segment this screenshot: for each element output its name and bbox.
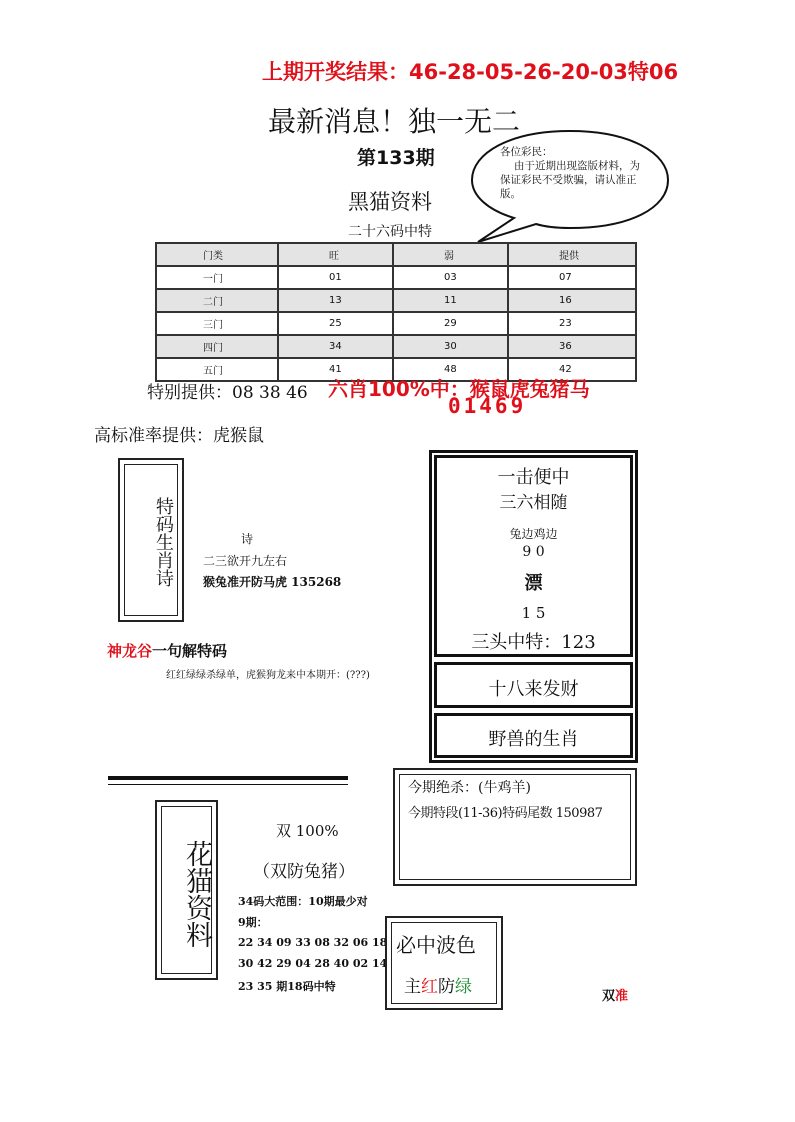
bubble-greeting: 各位彩民： xyxy=(500,146,553,158)
right-line: 漂 xyxy=(524,573,543,594)
bubble-text xyxy=(500,145,645,201)
door-table xyxy=(155,242,637,382)
table-header-row xyxy=(156,243,636,266)
kill-line: 今期绝杀：(牛鸡羊) xyxy=(408,780,531,796)
table-cell: 41 xyxy=(278,358,393,381)
table-cell: 13 xyxy=(278,289,393,312)
heimao-title: 黑猫资料 xyxy=(348,190,432,214)
right-mid-text: 十八来发财 xyxy=(488,679,579,700)
table-cell: 34 xyxy=(278,335,393,358)
range-line: 9期： xyxy=(238,916,268,929)
poem-line: 猴兔准开防马虎 135268 xyxy=(203,575,342,589)
right-line: 三头中特：123 xyxy=(471,632,596,653)
right-box-mid xyxy=(434,662,633,708)
table-cell: 25 xyxy=(278,312,393,335)
table-cell: 29 xyxy=(393,312,508,335)
right-line: 兔边鸡边 xyxy=(509,527,558,541)
table-cell: 三门 xyxy=(156,312,278,335)
shuang-zhun-red: 准 xyxy=(615,989,629,1004)
range-line: 30 42 29 04 28 40 02 14 xyxy=(238,957,388,970)
twenty-six-label: 二十六码中特 xyxy=(348,224,432,240)
headline: 最新消息！独一无二 xyxy=(268,105,521,138)
table-cell: 03 xyxy=(393,266,508,289)
table-cell: 16 xyxy=(508,289,636,312)
table-cell: 48 xyxy=(393,358,508,381)
six-zodiac-numbers: 01469 xyxy=(448,394,527,418)
double-guard: （双防兔猪） xyxy=(253,862,355,882)
shenlong-label-black: 一句解特码 xyxy=(152,642,228,660)
wave-guard-color: 绿 xyxy=(455,977,472,997)
issue-number: 第133期 xyxy=(357,147,435,169)
table-cell: 07 xyxy=(508,266,636,289)
shenlong-label xyxy=(107,640,227,661)
table-row xyxy=(156,312,636,335)
range-line: 34码大范围：10期最少对 xyxy=(238,895,368,908)
double-percent: 双 100% xyxy=(276,822,339,840)
table-header: 旺 xyxy=(278,243,393,266)
table-cell: 一门 xyxy=(156,266,278,289)
wave-guard-label: 防 xyxy=(438,977,455,997)
table-cell: 四门 xyxy=(156,335,278,358)
right-line: 9 0 xyxy=(522,544,545,560)
poem-heading: 诗 xyxy=(241,532,254,546)
right-line: 一击便中 xyxy=(497,467,570,488)
wave-title: 必中波色 xyxy=(396,933,476,957)
table-header: 提供 xyxy=(508,243,636,266)
huamao-title: 花猫资料 xyxy=(181,840,212,948)
divider xyxy=(108,776,348,785)
table-cell: 11 xyxy=(393,289,508,312)
wave-main-color: 红 xyxy=(421,977,438,997)
poem-box-label: 特码生肖诗 xyxy=(153,497,174,587)
last-draw-result: 上期开奖结果：46-28-05-26-20-03特06 xyxy=(262,60,679,84)
right-box-bottom xyxy=(434,713,633,758)
table-row xyxy=(156,289,636,312)
shuang-zhun xyxy=(602,985,628,1004)
right-bot-text: 野兽的生肖 xyxy=(488,729,579,750)
wave-colors xyxy=(404,972,472,997)
kill-line: 今期特段(11-36)特码尾数 150987 xyxy=(408,806,603,821)
range-line: 22 34 09 33 08 32 06 18 xyxy=(238,936,388,949)
right-box-top xyxy=(434,455,633,657)
six-zodiac-line: 六肖100%中：猴鼠虎兔猪马 xyxy=(328,377,590,401)
table-cell: 五门 xyxy=(156,358,278,381)
poem-title-box xyxy=(118,458,184,622)
table-header: 弱 xyxy=(393,243,508,266)
huamao-box-frame xyxy=(161,806,212,974)
poem-box-frame xyxy=(124,464,178,616)
shenlong-label-red: 神龙谷 xyxy=(107,642,153,660)
special-provide: 特别提供：08 38 46 xyxy=(147,383,308,403)
shuang-zhun-black: 双 xyxy=(602,989,616,1004)
shenlong-text: 红红绿绿杀绿单，虎猴狗龙来中本期开：(???) xyxy=(166,670,370,681)
right-line: 三六相随 xyxy=(499,493,568,513)
table-cell: 42 xyxy=(508,358,636,381)
table-cell: 01 xyxy=(278,266,393,289)
table-cell: 23 xyxy=(508,312,636,335)
wave-main-label: 主 xyxy=(404,977,421,997)
bubble-body: 由于近期出现盗版材料，为保证彩民不受欺骗，请认准正版。 xyxy=(500,160,640,200)
high-mark-provide: 高标准率提供：虎猴鼠 xyxy=(94,426,264,446)
table-row xyxy=(156,335,636,358)
right-line: 1 5 xyxy=(521,604,546,622)
table-row xyxy=(156,266,636,289)
table-cell: 30 xyxy=(393,335,508,358)
huamao-box xyxy=(155,800,218,980)
table-cell: 36 xyxy=(508,335,636,358)
poem-line: 二三欲开九左右 xyxy=(203,554,288,568)
table-cell: 二门 xyxy=(156,289,278,312)
range-line: 23 35 期18码中特 xyxy=(238,980,336,993)
table-header: 门类 xyxy=(156,243,278,266)
